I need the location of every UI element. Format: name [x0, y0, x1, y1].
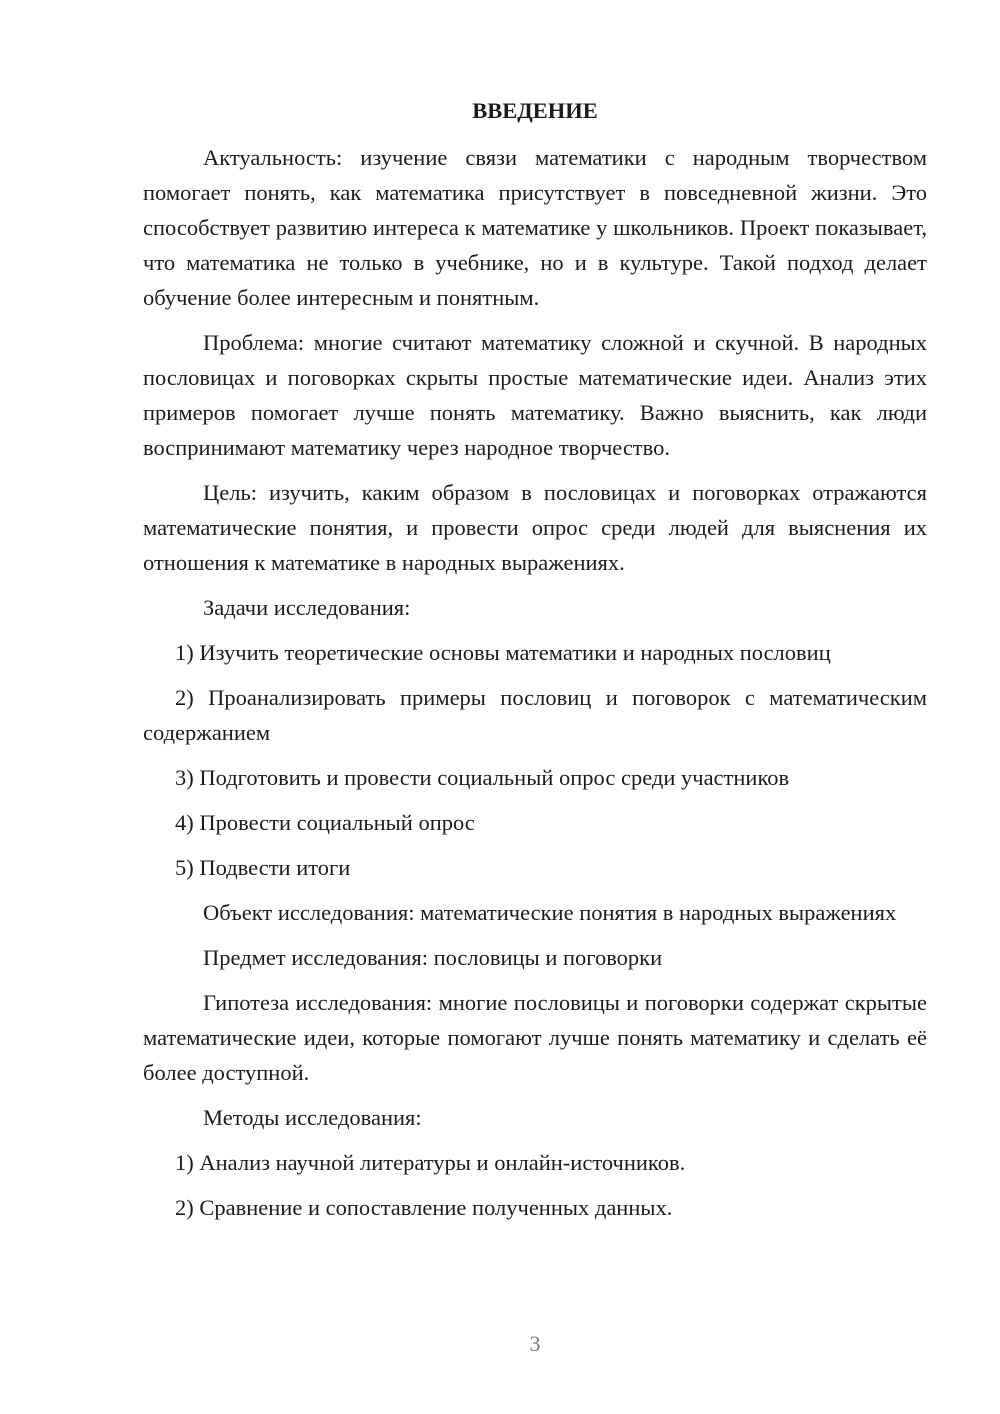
- paragraph-hypothesis: Гипотеза исследования: многие пословицы и поговорки содержат скрытые математические идеи, которые помогают лучше понять математику и сделать её более доступной.: [143, 990, 927, 1085]
- paragraph-object: Объект исследования: математические понятия в народных выражениях: [203, 900, 897, 925]
- task-item: 4) Провести социальный опрос: [175, 810, 475, 835]
- task-item: 5) Подвести итоги: [175, 855, 351, 880]
- methods-heading: Методы исследования:: [203, 1105, 422, 1130]
- paragraph-goal: Цель: изучить, каким образом в пословицах и поговорках отражаются математические понятия, и провести опрос среди людей для выяснения их отношения к математике в народных выражениях.: [143, 480, 927, 575]
- task-item: 3) Подготовить и провести социальный опрос среди участников: [175, 765, 790, 790]
- tasks-heading: Задачи исследования:: [203, 595, 411, 620]
- task-item: 1) Изучить теоретические основы математики и народных пословиц: [175, 640, 831, 665]
- section-title: ВВЕДЕНИЕ: [472, 98, 598, 123]
- method-item: 2) Сравнение и сопоставление полученных данных.: [175, 1195, 673, 1220]
- task-item: 2) Проанализировать примеры пословиц и поговорок с математическим содержанием: [143, 685, 927, 745]
- page-content: [143, 93, 927, 1235]
- paragraph-relevance: Актуальность: изучение связи математики с народным творчеством помогает понять, как математика присутствует в повседневной жизни. Это способствует развитию интереса к математике у школьников. Проект показывает, что математика не только в учебнике, но и в культуре. Такой подход делает обучение более интересным и понятным.: [143, 145, 927, 310]
- paragraph-problem: Проблема: многие считают математику сложной и скучной. В народных пословицах и поговорках скрыты простые математические идеи. Анализ этих примеров помогает лучше понять математику. Важно выяснить, как люди воспринимают математику через народное творчество.: [143, 330, 927, 460]
- page-number: 3: [529, 1331, 541, 1356]
- method-item: 1) Анализ научной литературы и онлайн-источников.: [175, 1150, 686, 1175]
- paragraph-subject: Предмет исследования: пословицы и поговорки: [203, 945, 663, 970]
